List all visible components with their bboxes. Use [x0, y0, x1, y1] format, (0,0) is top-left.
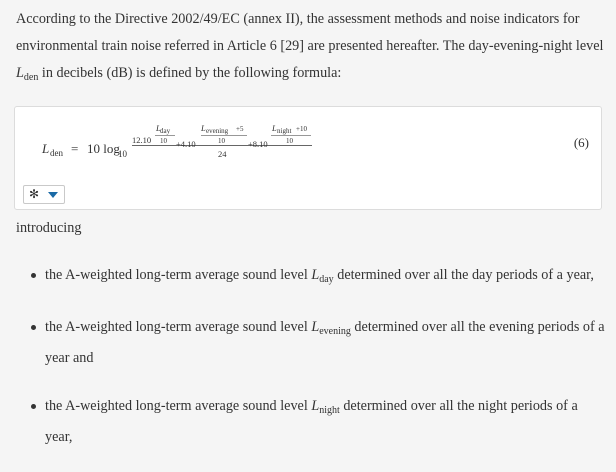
equation-number: (6) — [573, 135, 589, 150]
levening-variable: $L_{evening}$ — [311, 319, 351, 337]
eq-lhs-var: L — [42, 141, 50, 156]
eq-t1-den: 10 — [160, 137, 167, 145]
eq-t3-sub: night — [277, 127, 292, 135]
reference-link[interactable]: 29 — [285, 38, 300, 54]
eq-t1-sub: day — [160, 127, 171, 135]
lden-variable: $L_{den}$ — [16, 65, 39, 83]
paragraph-text-3: in decibels (dB) is defined by the following formula: — [38, 65, 342, 81]
eq-t2-den: 10 — [218, 137, 225, 145]
equation-box — [14, 106, 602, 210]
eq-coef: 10 log — [87, 141, 120, 156]
eq-plus1: +4.10 — [176, 139, 196, 149]
caret-down-icon — [48, 192, 58, 198]
paragraph-text-1: According to the Directive 2002/49/EC (annex II), the assessment methods and noise indicators for environmental train noise referred in Article 6 [ — [16, 11, 580, 54]
paragraph-text-2: ] are presented hereafter. The day-evening-night level — [299, 38, 604, 54]
eq-log-base: 10 — [118, 149, 127, 159]
eq-t2-add: +5 — [236, 125, 244, 133]
equation-tools-dropdown[interactable] — [23, 185, 65, 204]
eq-equals: = — [71, 141, 79, 156]
list-item: the A-weighted long-term average sound level $L_{night}$ determined over all the night periods of a year, — [0, 393, 606, 451]
lnight-variable: $L_{night}$ — [311, 398, 340, 416]
eq-t1-var: L — [156, 123, 161, 133]
list-item: the A-weighted long-term average sound level $L_{day}$ determined over all the day periods of a year, — [0, 262, 606, 293]
gear-icon: ✻ — [29, 187, 40, 201]
eq-outer-den: 24 — [218, 149, 227, 159]
eq-t3-var: L — [272, 123, 277, 133]
eq-t1-mult: 12.10 — [132, 135, 152, 145]
definitions-list — [0, 262, 606, 472]
list-item: the A-weighted long-term average sound level $L_{evening}$ determined over all the evening periods of a year and — [0, 314, 606, 372]
eq-plus2: +8.10 — [248, 139, 268, 149]
eq-t3-den: 10 — [286, 137, 293, 145]
introducing-text: introducing — [16, 220, 82, 236]
eq-t2-var: L — [201, 123, 206, 133]
equation-formula — [15, 107, 601, 182]
eq-t2-sub: evening — [206, 127, 229, 135]
lday-variable: $L_{day}$ — [311, 267, 334, 285]
intro-paragraph — [16, 6, 606, 91]
eq-t3-add: +10 — [296, 125, 307, 133]
eq-lhs-sub: den — [50, 148, 63, 158]
